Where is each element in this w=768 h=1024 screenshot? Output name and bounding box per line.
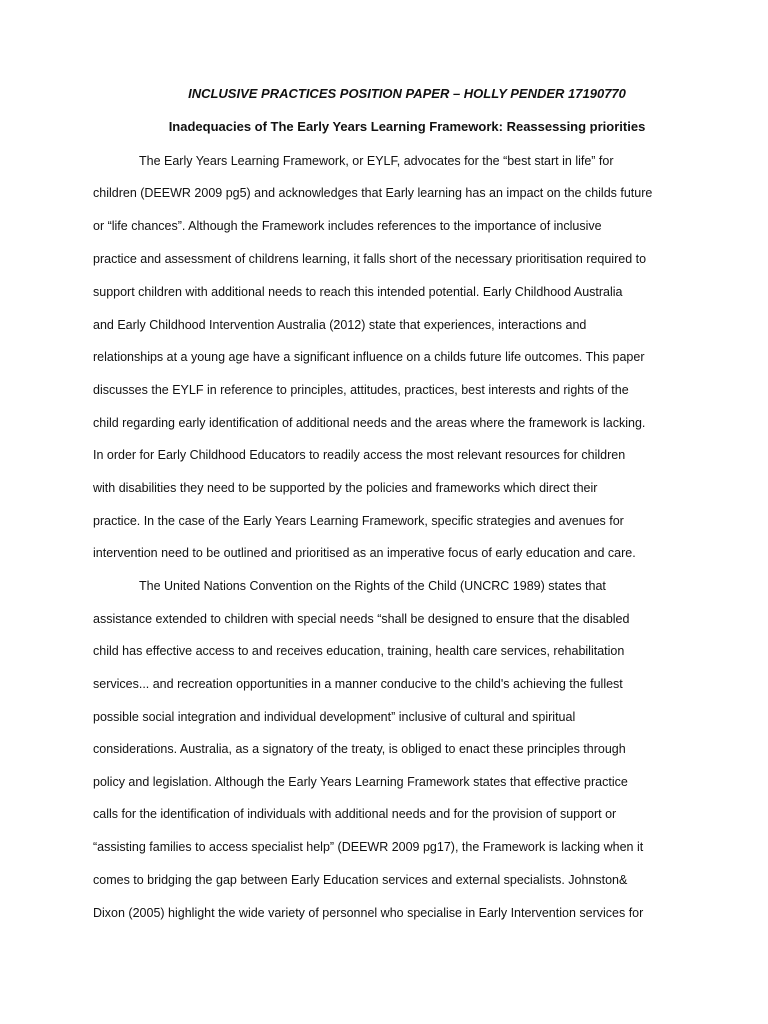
body-line: comes to bridging the gap between Early Education services and external specialists. Johnston& bbox=[93, 873, 628, 887]
page-title: INCLUSIVE PRACTICES POSITION PAPER – HOLLY PENDER 17190770 bbox=[188, 86, 626, 101]
body-line: policy and legislation. Although the Early Years Learning Framework states that effective practice bbox=[93, 775, 628, 789]
body-line: and Early Childhood Intervention Australia (2012) state that experiences, interactions and bbox=[93, 318, 587, 332]
body-line: intervention need to be outlined and prioritised as an imperative focus of early education and care. bbox=[93, 546, 636, 560]
body-line: possible social integration and individual development” inclusive of cultural and spiritual bbox=[93, 710, 576, 724]
body-line: “assisting families to access specialist help” (DEEWR 2009 pg17), the Framework is lacking when it bbox=[93, 840, 644, 854]
body-line: support children with additional needs to reach this intended potential. Early Childhood Australia bbox=[93, 285, 623, 299]
body-line: practice. In the case of the Early Years Learning Framework, specific strategies and avenues for bbox=[93, 514, 624, 528]
body-line: assistance extended to children with special needs “shall be designed to ensure that the disabled bbox=[93, 612, 630, 626]
body-line: considerations. Australia, as a signatory of the treaty, is obliged to enact these principles through bbox=[93, 742, 626, 756]
body-line: In order for Early Childhood Educators to readily access the most relevant resources for children bbox=[93, 448, 626, 462]
body-line: The United Nations Convention on the Rights of the Child (UNCRC 1989) states that bbox=[139, 579, 606, 593]
body-line: child has effective access to and receives education, training, health care services, rehabilitation bbox=[93, 644, 625, 658]
page-subtitle: Inadequacies of The Early Years Learning Framework: Reassessing priorities bbox=[168, 119, 646, 134]
body-line: child regarding early identification of additional needs and the areas where the framework is lacking. bbox=[93, 416, 646, 430]
body-line: The Early Years Learning Framework, or EYLF, advocates for the “best start in life” for bbox=[139, 154, 614, 168]
body-line: discusses the EYLF in reference to principles, attitudes, practices, best interests and rights of the bbox=[93, 383, 629, 397]
body-line: Dixon (2005) highlight the wide variety of personnel who specialise in Early Intervention services for bbox=[93, 906, 644, 920]
body-line: services... and recreation opportunities in a manner conducive to the child's achieving the fullest bbox=[93, 677, 623, 691]
body-line: with disabilities they need to be supported by the policies and frameworks which direct their bbox=[93, 481, 598, 495]
body-line: or “life chances”. Although the Framework includes references to the importance of inclusive bbox=[93, 219, 602, 233]
body-line: relationships at a young age have a significant influence on a childs future life outcomes. This paper bbox=[93, 350, 645, 364]
body-line: children (DEEWR 2009 pg5) and acknowledges that Early learning has an impact on the childs future bbox=[93, 186, 653, 200]
body-line: calls for the identification of individuals with additional needs and for the provision of support or bbox=[93, 807, 617, 821]
body-line: practice and assessment of childrens learning, it falls short of the necessary prioritisation required to bbox=[93, 252, 647, 266]
